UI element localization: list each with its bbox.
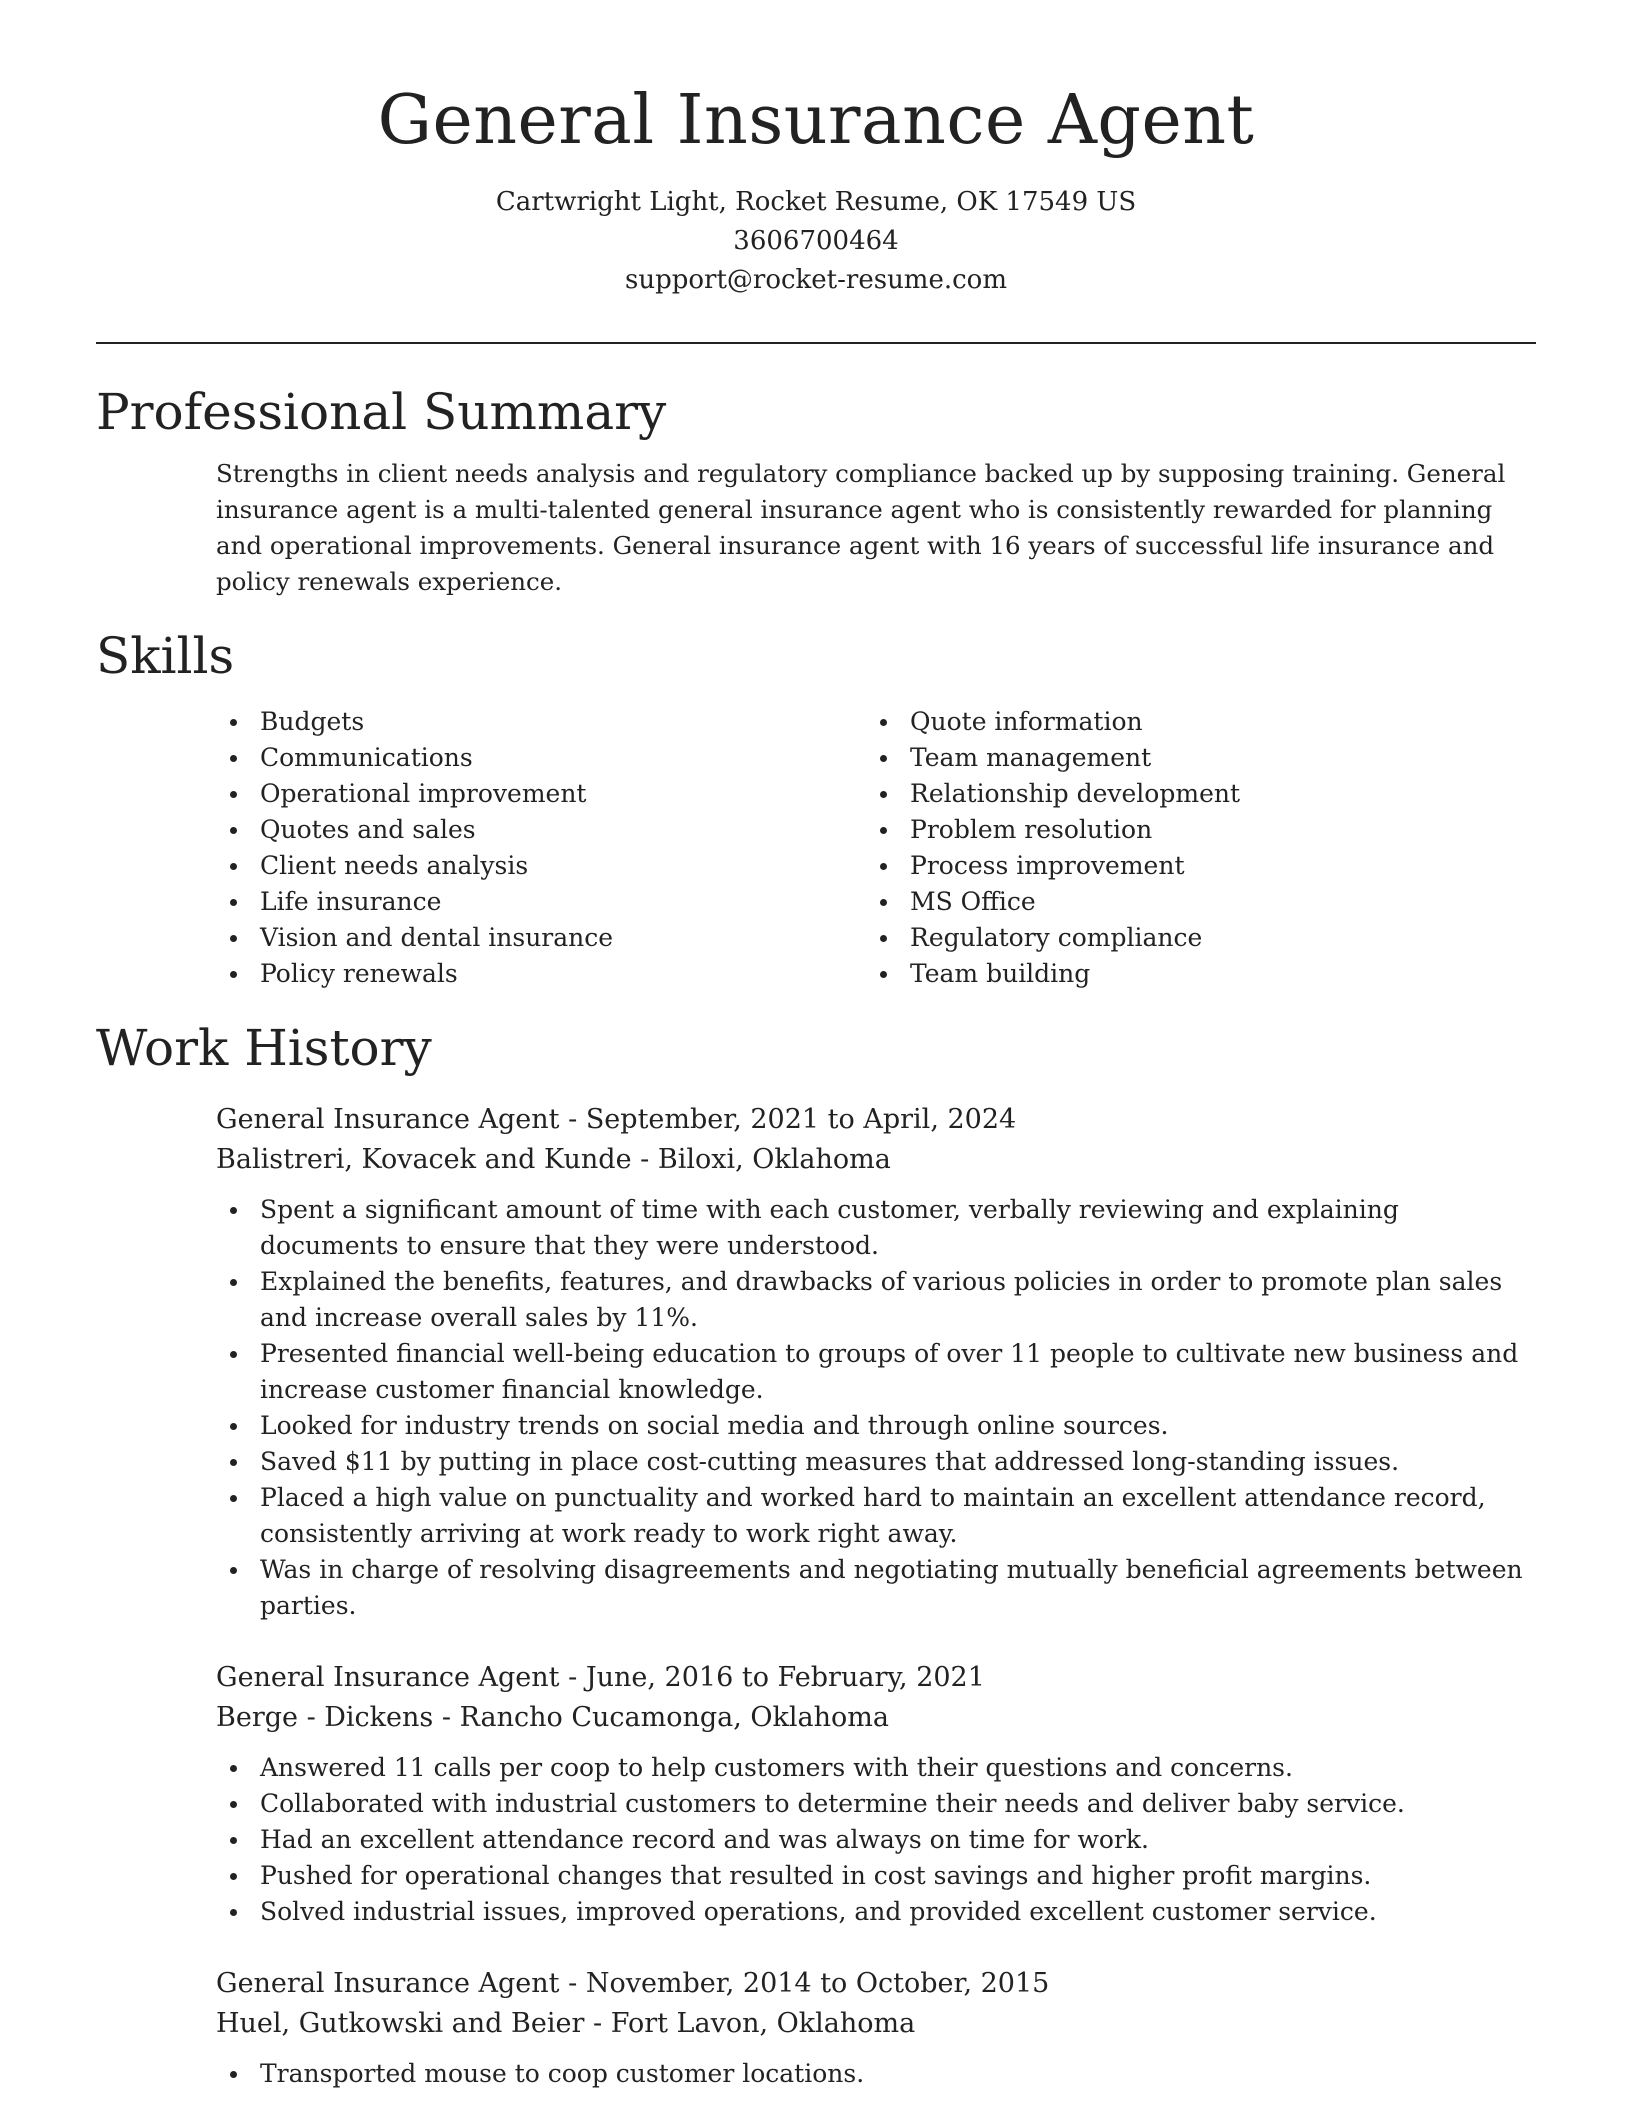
job-separator: -	[559, 1104, 586, 1135]
job-company: Berge - Dickens	[216, 1702, 434, 1733]
job-dates: September, 2021 to April, 2024	[585, 1104, 1017, 1135]
job-title-line	[216, 1658, 1536, 1698]
job-duties	[216, 1192, 1536, 1624]
duty-item: Looked for industry trends on social media and through online sources.	[216, 1408, 1536, 1444]
job-location: Rancho Cucamonga, Oklahoma	[459, 1702, 889, 1733]
duty-item: Spent a significant amount of time with each customer, verbally reviewing and explaining documents to ensure that they were understood.	[216, 1192, 1536, 1264]
job-separator: -	[559, 1968, 586, 1999]
job-company: Balistreri, Kovacek and Kunde	[216, 1144, 632, 1175]
skill-item: Team management	[866, 740, 1516, 776]
work-history-heading: Work History	[96, 1019, 432, 1077]
resume-header	[96, 80, 1536, 300]
work-history-section	[96, 1100, 1536, 2092]
resume-content	[96, 382, 1536, 2092]
skill-item: Quote information	[866, 704, 1516, 740]
job-separator: -	[559, 1662, 586, 1693]
skills-section	[96, 704, 1536, 992]
job-entry	[216, 1658, 1536, 1930]
job-duties	[216, 1750, 1536, 1930]
duty-item: Answered 11 calls per coop to help customers with their questions and concerns.	[216, 1750, 1536, 1786]
skill-item: Communications	[216, 740, 866, 776]
skill-item: Vision and dental insurance	[216, 920, 866, 956]
skill-item: Budgets	[216, 704, 866, 740]
skill-item: Problem resolution	[866, 812, 1516, 848]
job-title-line	[216, 1964, 1536, 2004]
summary-heading: Professional Summary	[96, 383, 667, 441]
skill-item: Relationship development	[866, 776, 1516, 812]
skill-item: Client needs analysis	[216, 848, 866, 884]
job-dates: June, 2016 to February, 2021	[585, 1662, 985, 1693]
summary-section	[96, 456, 1536, 600]
duty-item: Collaborated with industrial customers to determine their needs and deliver baby service.	[216, 1786, 1536, 1822]
skill-item: Team building	[866, 956, 1516, 992]
job-title-line	[216, 1100, 1536, 1140]
job-entry	[216, 1964, 1536, 2092]
duty-item: Transported mouse to coop customer locations.	[216, 2056, 1536, 2092]
skill-item: MS Office	[866, 884, 1516, 920]
job-company-line	[216, 1698, 1536, 1738]
job-entry	[216, 1100, 1536, 1624]
contact-block	[96, 183, 1536, 300]
duty-item: Saved $11 by putting in place cost-cutting measures that addressed long-standing issues.	[216, 1444, 1536, 1480]
duty-item: Was in charge of resolving disagreements and negotiating mutually beneficial agreements between parties.	[216, 1552, 1536, 1624]
skill-item: Process improvement	[866, 848, 1516, 884]
job-separator: -	[631, 1144, 658, 1175]
contact-address: Cartwright Light, Rocket Resume, OK 17549 US	[495, 186, 1137, 217]
duty-item: Presented financial well-being education to groups of over 11 people to cultivate new business and increase customer financial knowledge.	[216, 1336, 1536, 1408]
job-company: Huel, Gutkowski and Beier	[216, 2008, 585, 2039]
duty-item: Placed a high value on punctuality and worked hard to maintain an excellent attendance record, consistently arriving at work ready to work right away.	[216, 1480, 1536, 1552]
duty-item: Had an excellent attendance record and was always on time for work.	[216, 1822, 1536, 1858]
job-duties	[216, 2056, 1536, 2092]
job-dates: November, 2014 to October, 2015	[585, 1968, 1050, 1999]
job-role: General Insurance Agent	[216, 1968, 560, 1999]
skill-item: Regulatory compliance	[866, 920, 1516, 956]
job-role: General Insurance Agent	[216, 1662, 560, 1693]
skill-item: Operational improvement	[216, 776, 866, 812]
contact-email: support@rocket-resume.com	[624, 264, 1007, 295]
summary-text: Strengths in client needs analysis and regulatory compliance backed up by supposing training. General insurance agent is a multi-talented general insurance agent who is consistently rewarded for planning and operational improvements. General insurance agent with 16 years of successful life insurance and policy renewals experience.	[216, 459, 1506, 596]
candidate-name: General Insurance Agent	[377, 81, 1255, 160]
skill-item: Quotes and sales	[216, 812, 866, 848]
duty-item: Solved industrial issues, improved operations, and provided excellent customer service.	[216, 1894, 1536, 1930]
header-divider	[96, 342, 1536, 344]
job-location: Fort Lavon, Oklahoma	[610, 2008, 916, 2039]
job-company-line	[216, 1140, 1536, 1180]
job-role: General Insurance Agent	[216, 1104, 560, 1135]
skill-item: Policy renewals	[216, 956, 866, 992]
job-location: Biloxi, Oklahoma	[657, 1144, 891, 1175]
duty-item: Pushed for operational changes that resulted in cost savings and higher profit margins.	[216, 1858, 1536, 1894]
skills-list-right	[866, 704, 1516, 992]
skills-heading: Skills	[96, 627, 235, 685]
skills-list-left	[216, 704, 866, 992]
job-separator: -	[433, 1702, 460, 1733]
skills-columns	[216, 704, 1536, 992]
contact-phone: 3606700464	[733, 225, 899, 256]
duty-item: Explained the benefits, features, and drawbacks of various policies in order to promote plan sales and increase overall sales by 11%.	[216, 1264, 1536, 1336]
skill-item: Life insurance	[216, 884, 866, 920]
job-company-line	[216, 2004, 1536, 2044]
job-separator: -	[584, 2008, 611, 2039]
